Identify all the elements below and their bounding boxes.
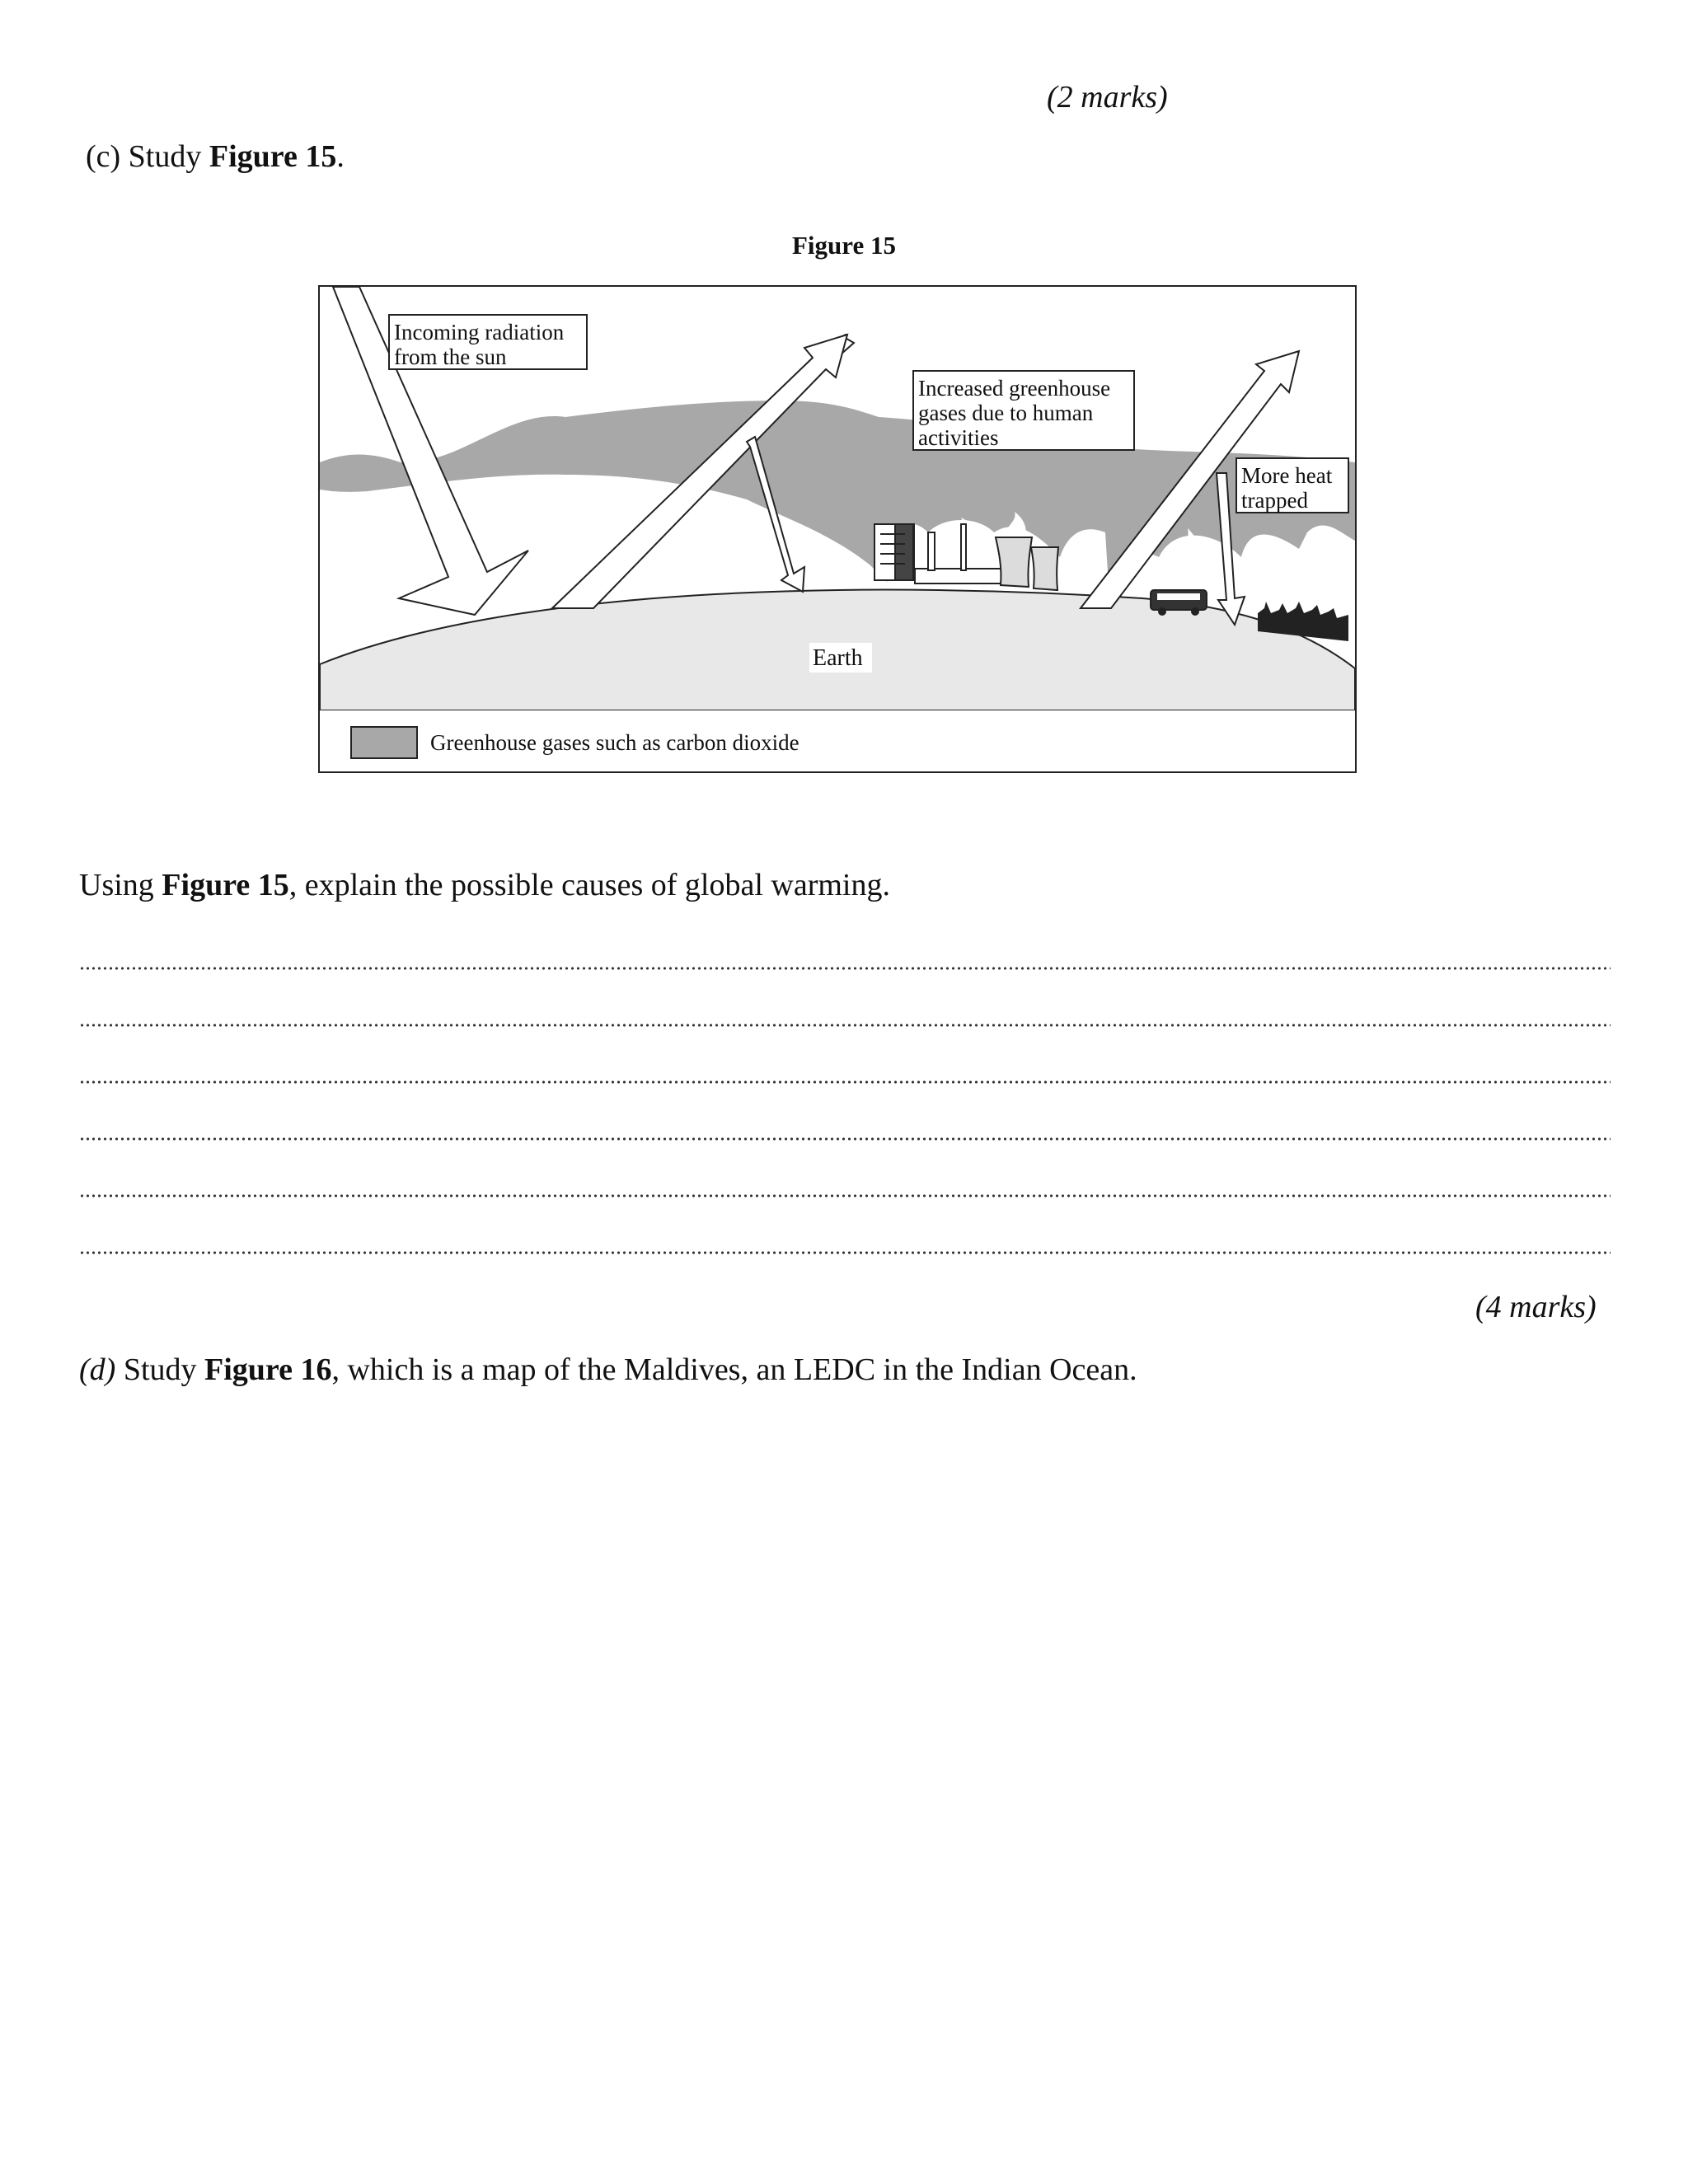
more-heat-label: [1236, 458, 1348, 513]
figure-title: Figure 15: [792, 231, 896, 260]
c-marks-label: (4 marks): [1475, 1290, 1597, 1324]
figure-ref: Figure 15: [209, 139, 337, 174]
part-d-suffix: , which is a map of the Maldives, an LEDC in the Indian Ocean.: [331, 1352, 1137, 1387]
answer-line[interactable]: [79, 1193, 1611, 1198]
part-d-label: (d): [79, 1352, 116, 1387]
question-suffix: , explain the possible causes of global warming.: [288, 868, 890, 902]
question-text: [79, 867, 890, 903]
incoming-label-line1: Incoming radiation: [394, 320, 565, 344]
legend-label: Greenhouse gases such as carbon dioxide: [430, 730, 799, 755]
heat-label-line2: trapped: [1241, 488, 1308, 513]
incoming-radiation-label: [389, 315, 587, 369]
incoming-label-line2: from the sun: [394, 344, 507, 369]
question-prefix: Using: [79, 868, 162, 902]
answer-line[interactable]: [79, 1137, 1611, 1141]
greenhouse-gases-label: [913, 371, 1134, 450]
legend-swatch: [351, 727, 417, 758]
part-d-figure-ref: Figure 16: [204, 1352, 332, 1387]
answer-line[interactable]: [79, 1250, 1611, 1255]
part-c-heading: [86, 138, 345, 175]
greenhouse-effect-diagram: [318, 285, 1358, 775]
marks-label: (2 marks): [1047, 80, 1168, 115]
question-figure-ref: Figure 15: [162, 868, 289, 902]
part-c-suffix: .: [336, 139, 345, 174]
ghg-label-line3: activities: [918, 425, 999, 450]
heat-label-line1: More heat: [1241, 463, 1333, 488]
answer-line[interactable]: [79, 1080, 1611, 1085]
ghg-label-line2: gases due to human: [918, 401, 1094, 425]
part-d-heading: [79, 1352, 1137, 1388]
ghg-label-line1: Increased greenhouse: [918, 376, 1111, 401]
earth-label: Earth: [813, 645, 863, 671]
part-c-prefix: (c) Study: [86, 139, 209, 174]
answer-line[interactable]: [79, 1023, 1611, 1028]
part-d-prefix: Study: [115, 1352, 205, 1387]
answer-line[interactable]: [79, 966, 1611, 971]
